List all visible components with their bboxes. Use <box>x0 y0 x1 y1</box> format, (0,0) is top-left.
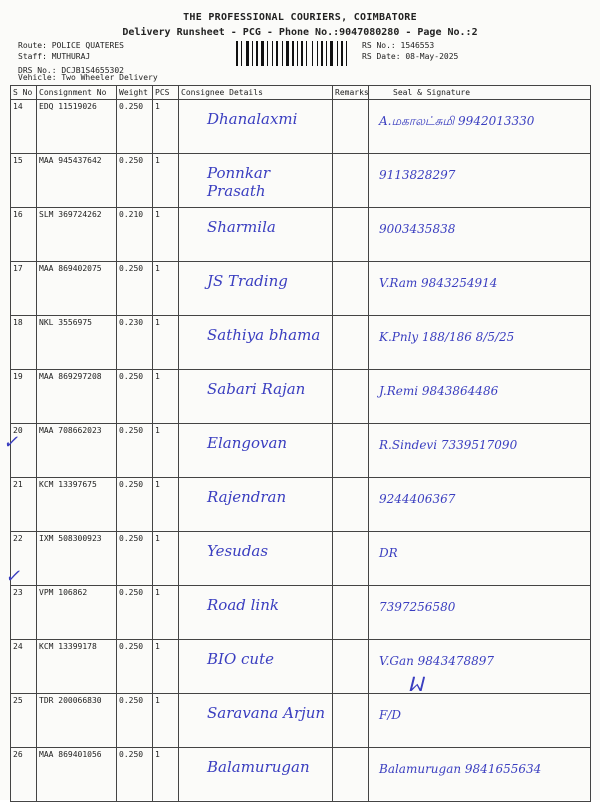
table-row <box>11 100 591 154</box>
cell-signature-text: DR <box>379 546 398 560</box>
cell-pcs <box>153 694 179 748</box>
cell-signature <box>369 370 591 424</box>
cell-weight <box>117 316 153 370</box>
cell-signature-text: R.Sindevi 7339517090 <box>379 438 518 452</box>
cell-signature-text: F/D <box>379 708 401 722</box>
col-sno: S No <box>11 86 37 100</box>
col-signature: Seal & Signature <box>369 86 591 100</box>
cell-signature-text: K.Pnly 188/186 8/5/25 <box>379 330 515 344</box>
cell-consignment-no-text: IXM 508300923 <box>39 534 102 543</box>
cell-signature <box>369 424 591 478</box>
cell-signature <box>369 478 591 532</box>
table-row <box>11 316 591 370</box>
cell-weight <box>117 748 153 802</box>
cell-weight <box>117 532 153 586</box>
cell-sno-text: 19 <box>13 372 23 381</box>
cell-pcs <box>153 262 179 316</box>
cell-signature-text: 7397256580 <box>379 600 456 614</box>
vehicle-label: Vehicle: Two Wheeler Delivery <box>18 73 158 82</box>
cell-pcs <box>153 100 179 154</box>
cell-signature-text: V.Ram 9843254914 <box>379 276 498 290</box>
drs-label: DRS No.: DCJB1S4655302 <box>18 66 124 75</box>
cell-consignment-no <box>37 370 117 424</box>
cell-signature-text: Balamurugan 9841655634 <box>379 762 542 776</box>
cell-consignment-no-text: NKL 3556975 <box>39 318 92 327</box>
cell-weight <box>117 100 153 154</box>
cell-sno-text: 18 <box>13 318 23 327</box>
cell-consignment-no-text: MAA 708662023 <box>39 426 102 435</box>
cell-consignment-no-text: TDR 200066830 <box>39 696 102 705</box>
cell-pcs-text: 1 <box>155 318 160 327</box>
route-label: Route: POLICE QUATERES <box>18 41 124 50</box>
meta-right <box>362 40 458 62</box>
cell-consignee-text: Road link <box>207 596 279 614</box>
cell-consignee <box>179 586 333 640</box>
cell-consignee-text: Saravana Arjun <box>207 704 326 722</box>
cell-consignee <box>179 154 333 208</box>
cell-consignee-text: Sabari Rajan <box>207 380 306 398</box>
cell-signature <box>369 532 591 586</box>
rs-date-label: RS Date: 08-May-2025 <box>362 52 459 61</box>
cell-pcs <box>153 532 179 586</box>
cell-consignment-no <box>37 532 117 586</box>
cell-weight <box>117 424 153 478</box>
cell-sno <box>11 154 37 208</box>
cell-consignee <box>179 262 333 316</box>
cell-remarks <box>333 370 369 424</box>
runsheet-subtitle: Delivery Runsheet - PCG - Phone No.:9047080280 - Page No.:2 <box>122 27 478 38</box>
cell-consignee <box>179 694 333 748</box>
cell-sno <box>11 640 37 694</box>
cell-sno <box>11 370 37 424</box>
cell-sno <box>11 262 37 316</box>
cell-signature <box>369 640 591 694</box>
cell-remarks <box>333 424 369 478</box>
cell-consignee-text: Ponnkar Prasath <box>207 164 271 200</box>
table-row <box>11 478 591 532</box>
barcode-image <box>236 41 358 66</box>
cell-remarks <box>333 100 369 154</box>
cell-weight-text: 0.250 <box>119 372 144 381</box>
cell-consignment-no <box>37 478 117 532</box>
cell-signature <box>369 100 591 154</box>
cell-consignee <box>179 208 333 262</box>
cell-sno-text: 22 <box>13 534 23 543</box>
col-remarks: Remarks <box>333 86 369 100</box>
cell-sno-text: 16 <box>13 210 23 219</box>
cell-weight <box>117 154 153 208</box>
cell-consignment-no <box>37 100 117 154</box>
cell-consignee <box>179 370 333 424</box>
cell-signature <box>369 586 591 640</box>
cell-signature <box>369 208 591 262</box>
cell-pcs <box>153 370 179 424</box>
cell-signature <box>369 694 591 748</box>
cell-consignee <box>179 640 333 694</box>
cell-consignee-text: Dhanalaxmi <box>207 110 298 128</box>
cell-weight-text: 0.250 <box>119 156 144 165</box>
cell-pcs <box>153 586 179 640</box>
table-row <box>11 208 591 262</box>
cell-remarks <box>333 316 369 370</box>
cell-consignee <box>179 424 333 478</box>
cell-remarks <box>333 640 369 694</box>
cell-consignment-no <box>37 208 117 262</box>
cell-weight-text: 0.250 <box>119 534 144 543</box>
cell-consignment-no-text: KCM 13399178 <box>39 642 97 651</box>
cell-pcs <box>153 424 179 478</box>
col-pcs: PCS <box>153 86 179 100</box>
cell-consignee <box>179 100 333 154</box>
cell-weight-text: 0.250 <box>119 642 144 651</box>
col-weight: Weight <box>117 86 153 100</box>
cell-consignee-text: BIO cute <box>207 650 274 668</box>
cell-consignee <box>179 532 333 586</box>
cell-consignment-no <box>37 154 117 208</box>
cell-weight <box>117 208 153 262</box>
cell-remarks <box>333 262 369 316</box>
cell-consignee-text: Elangovan <box>207 434 288 452</box>
tick-mark: ✓ <box>5 566 21 587</box>
cell-sno <box>11 694 37 748</box>
cell-pcs <box>153 316 179 370</box>
cell-sno-text: 15 <box>13 156 23 165</box>
staff-label: Staff: MUTHURAJ <box>18 52 91 61</box>
cell-signature <box>369 262 591 316</box>
cell-weight-text: 0.250 <box>119 588 144 597</box>
cell-sno-text: 14 <box>13 102 23 111</box>
cell-pcs-text: 1 <box>155 210 160 219</box>
cell-sno-text: 26 <box>13 750 23 759</box>
cell-sno <box>11 100 37 154</box>
table-header-row <box>11 86 591 100</box>
cell-pcs-text: 1 <box>155 696 160 705</box>
table-row <box>11 748 591 802</box>
cell-remarks <box>333 748 369 802</box>
cell-sno-text: 24 <box>13 642 23 651</box>
cell-pcs-text: 1 <box>155 480 160 489</box>
cell-sno <box>11 316 37 370</box>
cell-sno-text: 23 <box>13 588 23 597</box>
cell-weight <box>117 694 153 748</box>
table-row <box>11 640 591 694</box>
cell-consignment-no-text: MAA 945437642 <box>39 156 102 165</box>
cell-pcs-text: 1 <box>155 750 160 759</box>
cell-consignee <box>179 316 333 370</box>
cell-consignment-no <box>37 586 117 640</box>
cell-weight <box>117 262 153 316</box>
cell-consignee-text: Balamurugan <box>207 758 310 776</box>
cell-weight <box>117 640 153 694</box>
cell-remarks <box>333 154 369 208</box>
cell-consignment-no-text: VPM 106862 <box>39 588 88 597</box>
cell-remarks <box>333 694 369 748</box>
cell-pcs <box>153 208 179 262</box>
cell-pcs <box>153 748 179 802</box>
cell-sno-text: 17 <box>13 264 23 273</box>
cell-weight <box>117 370 153 424</box>
cell-signature-text: A.மகாலட்சுமி 9942013330 <box>379 114 535 128</box>
cell-remarks <box>333 208 369 262</box>
cell-pcs-text: 1 <box>155 534 160 543</box>
cell-consignment-no <box>37 262 117 316</box>
tick-mark: ✓ <box>3 432 19 453</box>
cell-weight-text: 0.210 <box>119 210 144 219</box>
cell-sno <box>11 478 37 532</box>
meta-left <box>18 40 124 76</box>
company-title: THE PROFESSIONAL COURIERS, COIMBATORE <box>183 12 417 23</box>
cell-sno <box>11 586 37 640</box>
cell-consignment-no <box>37 640 117 694</box>
table-row <box>11 532 591 586</box>
cell-consignment-no <box>37 748 117 802</box>
cell-consignee-text: JS Trading <box>207 272 288 290</box>
cell-consignment-no-text: MAA 869401056 <box>39 750 102 759</box>
cell-consignee <box>179 478 333 532</box>
cell-pcs <box>153 478 179 532</box>
cell-pcs <box>153 640 179 694</box>
cell-weight-text: 0.250 <box>119 696 144 705</box>
cell-consignment-no <box>37 316 117 370</box>
runsheet-table <box>10 85 591 802</box>
cell-weight-text: 0.230 <box>119 318 144 327</box>
cell-pcs-text: 1 <box>155 642 160 651</box>
cell-remarks <box>333 532 369 586</box>
cell-signature <box>369 748 591 802</box>
cell-sno-text: 21 <box>13 480 23 489</box>
cell-signature-text: J.Remi 9843864486 <box>379 384 499 398</box>
table-row <box>11 694 591 748</box>
table-row <box>11 154 591 208</box>
cell-sno-text: 20 <box>13 426 23 435</box>
cell-consignee-text: Rajendran <box>207 488 287 506</box>
table-row <box>11 370 591 424</box>
cell-pcs <box>153 154 179 208</box>
signature-scribble: ᥕ <box>408 668 424 698</box>
cell-weight <box>117 586 153 640</box>
col-consignee: Consignee Details <box>179 86 333 100</box>
cell-consignee-text: Sathiya bhama <box>207 326 321 344</box>
col-consignment: Consignment No <box>37 86 117 100</box>
cell-remarks <box>333 586 369 640</box>
table-row <box>11 262 591 316</box>
cell-weight-text: 0.250 <box>119 426 144 435</box>
cell-signature-text: 9003435838 <box>379 222 456 236</box>
cell-consignee-text: Yesudas <box>207 542 269 560</box>
cell-pcs-text: 1 <box>155 156 160 165</box>
cell-consignment-no-text: SLM 369724262 <box>39 210 102 219</box>
cell-signature-text: V.Gan 9843478897 <box>379 654 495 668</box>
table-row <box>11 586 591 640</box>
cell-consignment-no-text: MAA 869402075 <box>39 264 102 273</box>
cell-consignment-no-text: KCM 13397675 <box>39 480 97 489</box>
cell-sno <box>11 748 37 802</box>
cell-signature-text: 9244406367 <box>379 492 456 506</box>
cell-sno-text: 25 <box>13 696 23 705</box>
cell-consignment-no-text: EDQ 11519026 <box>39 102 97 111</box>
cell-weight-text: 0.250 <box>119 750 144 759</box>
cell-consignee <box>179 748 333 802</box>
cell-weight-text: 0.250 <box>119 480 144 489</box>
cell-weight <box>117 478 153 532</box>
cell-pcs-text: 1 <box>155 426 160 435</box>
cell-sno <box>11 208 37 262</box>
cell-pcs-text: 1 <box>155 102 160 111</box>
cell-weight-text: 0.250 <box>119 264 144 273</box>
cell-consignment-no <box>37 694 117 748</box>
cell-consignment-no <box>37 424 117 478</box>
cell-signature <box>369 316 591 370</box>
cell-remarks <box>333 478 369 532</box>
cell-pcs-text: 1 <box>155 264 160 273</box>
rs-no-label: RS No.: 1546553 <box>362 41 435 50</box>
cell-weight-text: 0.250 <box>119 102 144 111</box>
cell-pcs-text: 1 <box>155 588 160 597</box>
cell-signature <box>369 154 591 208</box>
table-row <box>11 424 591 478</box>
cell-signature-text: 9113828297 <box>379 168 456 182</box>
cell-consignee-text: Sharmila <box>207 218 276 236</box>
cell-pcs-text: 1 <box>155 372 160 381</box>
cell-consignment-no-text: MAA 869297208 <box>39 372 102 381</box>
